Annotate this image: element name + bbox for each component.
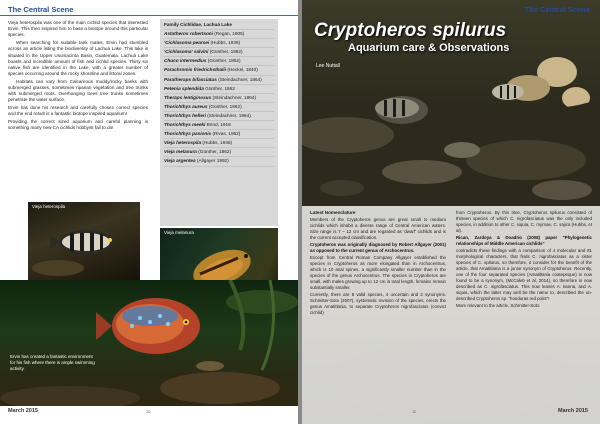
species-author: (Hubbs, 1936) xyxy=(210,40,241,46)
article-paragraph: Members of the Cryptoheros genus are great small to medium cichlids which inhabit a diverse range of Central American waters. Size range is 7 – 12 cm and are regarded as 'dwarf' cichlids and is the current accepted classification. xyxy=(310,217,446,240)
species-row xyxy=(164,66,274,75)
species-name: Thorichthys helleri xyxy=(164,112,206,118)
species-name: 'Cichlasoma pearsei xyxy=(164,40,210,46)
article-paragraph: Cryptoheros was originally diagnosed by Robert Allgayer (2001) as opposed to the current genus of Archocentrus. xyxy=(310,242,446,253)
species-row xyxy=(164,39,274,48)
species-author: (Steindachner, 1864) xyxy=(212,94,256,100)
species-name: Thorichthys aureus xyxy=(164,103,208,109)
article-paragraph: Except from Central Roman Company Allgayer established the species in Cryptoheros as more elongated than in Archocentrus, which is 10 anal spines, a significantly smaller number than in the species of the genus Archocentrus. The species in Cryptoheros are small, with males growing up to 12 cm in total length, females remain substantially smaller. xyxy=(310,255,446,290)
species-author: (Hubbs, 1936) xyxy=(202,140,233,146)
species-name: Astatheros robertsoni xyxy=(164,31,213,37)
species-name: Vieja melanura xyxy=(164,149,197,155)
article-paragraph: More relevant to the article, Schmitter-Soto xyxy=(456,303,540,308)
species-author: (Günther, 1862) xyxy=(208,103,242,109)
right-page xyxy=(302,0,600,424)
species-author: (Steindachner, 1864) xyxy=(207,112,251,118)
species-row xyxy=(164,48,274,57)
species-author: (Steindachner, 1864) xyxy=(218,76,262,82)
species-author: (Allgayer 1992) xyxy=(196,158,229,164)
fish-photo-graphic xyxy=(28,202,140,280)
species-list-box xyxy=(160,19,278,226)
issue-date: March 2015 xyxy=(558,408,588,414)
species-author: (Regan, 1905) xyxy=(214,31,245,37)
species-name: Vieja heterospila xyxy=(164,140,202,146)
paragraph: Habitats can vary from Calcareous muddy/rocky banks with submerged grasses, sometimes riparian vegetation and tree trunks with submerged roots. Overhanging trees tree trunks sometimes penetrate the water surface. xyxy=(8,78,148,103)
article-text-panel xyxy=(302,206,600,424)
species-row xyxy=(164,130,274,139)
article-subtitle: Aquarium care & Observations xyxy=(348,42,510,54)
paragraph: When searching for suitable tank mates, Ervin had stumbled across an article listing the biodiversity of Lachuá Lake. This lake is situated in the Upper Usumacinta Basin, Guatemala. Lachuá Lake boasts and incredible amount of fish and cichlid species. Thirty six native fish are identified in the Lake, with a greater number of species occurring around the rocky shoreline and littoral zones. xyxy=(8,40,148,77)
photo-caption: Ervin has created a fantastic environment for his fish where there is ample swimming activity. xyxy=(10,354,95,371)
species-row xyxy=(164,30,274,39)
species-name: Paratheraps bifasciatus xyxy=(164,76,217,82)
species-name: Vieja argentea xyxy=(164,158,196,164)
article-paragraph: from Cryptoheros. By this time, Cryptoheros spilurus consisted of thirteen species of which C. nigrofasciatus was the only included species, in addition to other C. siquia, C. myrnae, C. sajica (Hubbs, et al). xyxy=(456,210,592,233)
species-row xyxy=(164,85,274,94)
species-author: Brind, 1918 xyxy=(206,122,231,128)
species-row xyxy=(164,148,274,157)
species-author: (Günther, 1862) xyxy=(198,149,232,155)
species-name: Thorichthys pasionis xyxy=(164,131,212,137)
left-page xyxy=(0,0,298,424)
species-row xyxy=(164,94,274,103)
section-heading: Latest Nomenclature xyxy=(310,210,356,215)
photo-vieja-heterospila xyxy=(28,202,140,280)
article-paragraph: Rican, Zardoya & Doadrio (2008) paper "Phylogenetic relationships of Middle American cichlids" xyxy=(456,235,592,246)
species-name: Thorichthys meeki xyxy=(164,122,206,128)
species-name: Parachromis friedrichsthalii xyxy=(164,67,227,73)
page-number: 11 xyxy=(412,409,417,414)
photo-label: Vieja heterospila xyxy=(32,204,66,209)
species-author: (Heckel, 1840) xyxy=(227,67,258,73)
species-author: (Günther, 1862) xyxy=(207,58,241,64)
species-row xyxy=(164,121,274,130)
magazine-header: The Central Scene xyxy=(524,5,590,14)
species-row xyxy=(164,103,274,112)
left-body-text xyxy=(8,20,148,133)
issue-date: March 2015 xyxy=(8,408,38,414)
article-author: Lee Nuttall xyxy=(316,63,340,69)
species-name: Theraps lentiginosus xyxy=(164,94,212,100)
species-author: (Günther, 1862) xyxy=(209,49,243,55)
page-number: 10 xyxy=(146,409,151,414)
aquarium-photo-graphic xyxy=(0,280,298,406)
species-list xyxy=(164,30,274,166)
header-rule xyxy=(0,15,298,16)
species-row xyxy=(164,76,274,85)
article-paragraph: contradicts these findings with a comparison of 4 molecular and 81 morphological characters, that finds C. nigrofasciatus as a sister species of C. spilurus, so therefore, it consider for the benefit of the article, that Amatitlania is a junior synonym of Cryptoheros. Recently, one of the four separated species (Amatitlania coatepeque) is now found to be a synonym, (McCaleb et al, 2014), so therefore is now described as C. nigrofasciatus. This now leaves A. kanna, and A. siquia, which the latter may well be the name to, described the un-described Cryptoheros sp. "honduras red point"! xyxy=(456,248,592,301)
species-row xyxy=(164,157,274,166)
species-author: (Rivas, 1962) xyxy=(212,131,241,137)
article-column-2 xyxy=(456,210,592,310)
article-column-1 xyxy=(310,210,446,317)
species-author: Günther, 1862 xyxy=(205,85,235,91)
article-paragraph: Currently, there are 8 valid species, 4 uncertain and 2 synonyms. Schmitter-Soto (2007), systematic revision of the species, erects the genus Amatitlania, to separate Cryptoheros nigrofasciatus (convict cichlid) xyxy=(310,292,446,315)
species-row xyxy=(164,57,274,66)
species-name: Chuco intermedius xyxy=(164,58,207,64)
article-title: Cryptoheros spilurus xyxy=(314,20,507,41)
paragraph: Ervin has done his research and carefully chosen correct species and the end result is a fantastic biotope inspired aquarium! xyxy=(8,105,148,117)
species-row xyxy=(164,112,274,121)
paragraph: Providing the correct sized aquarium and careful planning is something many new CA cichlids hobbyist fail to do! xyxy=(8,119,148,131)
magazine-header: The Central Scene xyxy=(8,5,74,14)
photo-label: Vieja melanura xyxy=(164,230,194,235)
photo-aquarium xyxy=(0,280,298,406)
species-row xyxy=(164,139,274,148)
species-name: Petenia splendida xyxy=(164,85,204,91)
paragraph: Vieja heterospila was one of the main cichlid species that interested Ervin. This then inspired him to base a biotope around this particular species. xyxy=(8,20,148,38)
species-list-title: Family Cichlidae, Lachuá Lake xyxy=(164,21,274,30)
species-name: 'Cichlasoma' salvini xyxy=(164,49,209,55)
